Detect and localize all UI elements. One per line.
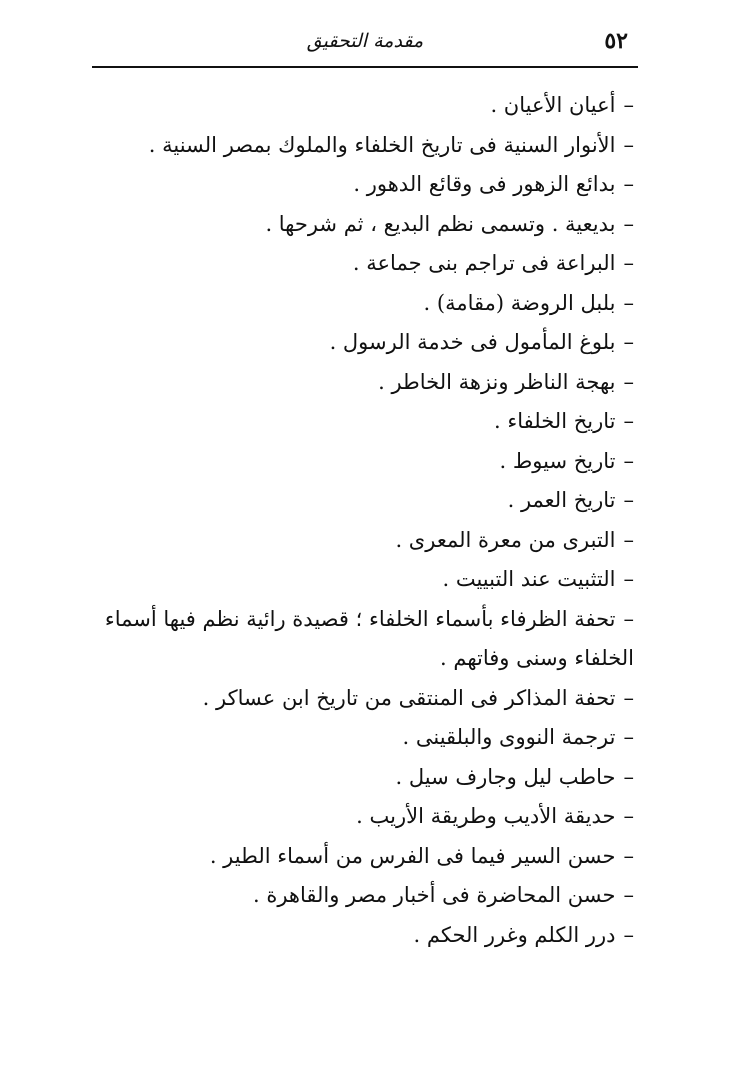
- list-dash: –: [623, 369, 634, 394]
- list-dash: –: [623, 883, 634, 907]
- book-title: ترجمة النووى والبلقينى .: [402, 725, 616, 749]
- book-title: بديعية . وتسمى نظم البديع ، ثم شرحها .: [265, 211, 616, 236]
- book-title: بدائع الزهور فى وقائع الدهور .: [353, 172, 616, 196]
- list-item: [88, 837, 634, 877]
- list-dash: –: [623, 448, 634, 473]
- book-title: تاريخ العمر .: [507, 488, 616, 512]
- list-dash: –: [623, 251, 634, 275]
- list-item: [88, 284, 634, 324]
- list-dash: –: [623, 764, 634, 789]
- list-item: [88, 521, 634, 561]
- list-item: [88, 758, 634, 798]
- list-item: [88, 86, 634, 126]
- list-item: [88, 126, 634, 166]
- list-item: [88, 442, 634, 482]
- list-item: [88, 876, 634, 916]
- book-title: التثبيت عند التبييت .: [442, 567, 616, 591]
- book-title: تحفة الظرفاء بأسماء الخلفاء ؛ قصيدة رائية نظم فيها أسماء الخلفاء وسنى وفاتهم .: [104, 606, 634, 670]
- list-item: [88, 560, 634, 600]
- page-header: [94, 24, 636, 64]
- book-title: تحفة المذاكر فى المنتقى من تاريخ ابن عساكر .: [202, 685, 616, 710]
- running-title: مقدمة التحقيق: [306, 30, 424, 52]
- book-title: حاطب ليل وجارف سيل .: [395, 764, 616, 789]
- list-dash: –: [623, 488, 634, 512]
- list-item: [88, 244, 634, 284]
- book-title: تاريخ الخلفاء .: [494, 409, 616, 433]
- book-title: بهجة الناظر ونزهة الخاطر .: [378, 369, 616, 394]
- list-item: [88, 481, 634, 521]
- book-title: التبرى من معرة المعرى .: [395, 527, 616, 552]
- book-title: درر الكلم وغرر الحكم .: [413, 922, 616, 947]
- header-rule: [92, 66, 638, 68]
- list-dash: –: [623, 172, 634, 196]
- list-dash: –: [623, 527, 634, 552]
- list-item: [88, 323, 634, 363]
- list-item: [88, 679, 634, 719]
- list-dash: –: [623, 606, 634, 631]
- book-title: حسن السير فيما فى الفرس من أسماء الطير .: [209, 843, 616, 868]
- list-item: [88, 718, 634, 758]
- book-title: بلوغ المأمول فى خدمة الرسول .: [329, 330, 616, 354]
- list-item: [88, 402, 634, 442]
- book-title: البراعة فى تراجم بنى جماعة .: [352, 251, 616, 275]
- list-dash: –: [623, 922, 634, 947]
- list-dash: –: [623, 290, 634, 315]
- list-item: [88, 600, 634, 679]
- list-item: [88, 205, 634, 245]
- list-dash: –: [623, 211, 634, 236]
- list-dash: –: [623, 725, 634, 749]
- book-title: أعيان الأعيان .: [490, 93, 616, 117]
- book-title: تاريخ سيوط .: [499, 448, 616, 473]
- book-title: بلبل الروضة (مقامة) .: [423, 290, 616, 315]
- list-dash: –: [623, 330, 634, 354]
- list-item: [88, 363, 634, 403]
- list-item: [88, 916, 634, 956]
- list-item: [88, 797, 634, 837]
- list-dash: –: [623, 567, 634, 591]
- list-dash: –: [623, 804, 634, 828]
- list-dash: –: [623, 132, 634, 157]
- book-title: الأنوار السنية فى تاريخ الخلفاء والملوك بمصر السنية .: [148, 132, 616, 157]
- book-title-list: [88, 86, 634, 955]
- list-item: [88, 165, 634, 205]
- page-number: ٥٢: [604, 28, 628, 54]
- book-title: حسن المحاضرة فى أخبار مصر والقاهرة .: [252, 883, 616, 907]
- list-dash: –: [623, 409, 634, 433]
- list-dash: –: [623, 685, 634, 710]
- list-dash: –: [623, 93, 634, 117]
- book-title: حديقة الأديب وطريقة الأريب .: [356, 804, 616, 828]
- list-dash: –: [623, 843, 634, 868]
